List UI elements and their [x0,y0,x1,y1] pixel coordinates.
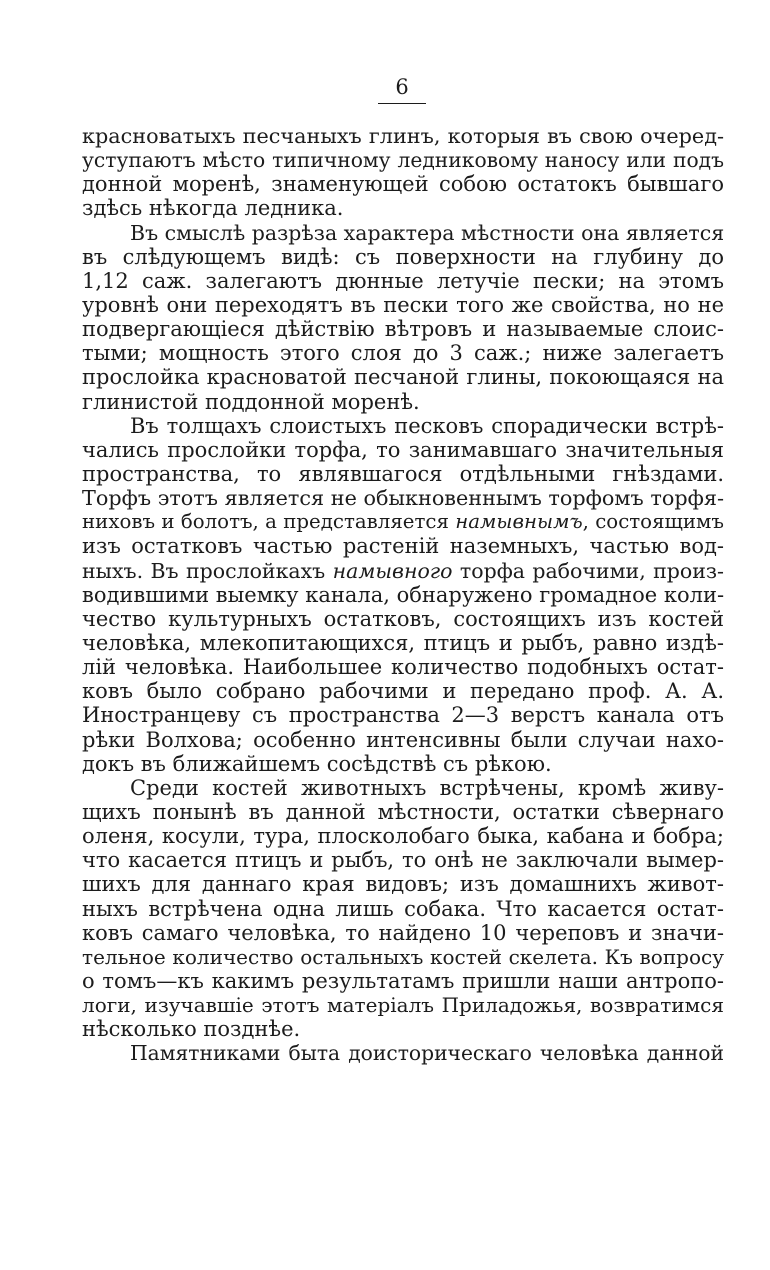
text-line: глинистой поддонной моренѣ. [82,389,420,414]
text-line: нѣсколько позднѣе. [82,1017,301,1042]
text-line: щихъ понынѣ въ данной мѣстности, остатки сѣвернаго [82,799,724,824]
text-line: шихъ для даннаго края видовъ; изъ домашнихъ живот- [82,872,724,897]
text-line: здѣсь нѣкогда ледника. [82,196,344,221]
text-line: ковъ самаго человѣка, то найдено 10 череповъ и значи- [82,920,724,945]
text-line: подвергающіеся дѣйствію вѣтровъ и называемые слоис- [82,317,724,342]
paragraph-1 [82,124,724,221]
paragraph-5 [82,1041,724,1065]
text-line: донной моренѣ, знаменующей собою остатокъ бывшаго [82,172,724,197]
text-line: Иностранцеву съ пространства 2—3 верстъ канала отъ [82,703,724,728]
text-line: прослойка красноватой песчаной глины, покоющаяся на [82,365,724,390]
text-line: изъ остатковъ частью растеній наземныхъ, частью вод- [82,534,724,559]
text-line: логи, изучавшіе этотъ матеріалъ Приладожья, возвратимся [82,993,724,1018]
text-line: лій человѣка. Наибольшее количество подобныхъ остат- [82,655,724,680]
text-line: въ слѣдующемъ видѣ: съ поверхности на глубину до [82,244,724,269]
text-line: Памятниками быта доисторическаго человѣка данной [130,1041,724,1066]
text-line: Въ смыслѣ разрѣза характера мѣстности она является [130,220,725,245]
text-line: тыми; мощность этого слоя до 3 саж.; ниже залегаетъ [82,341,724,366]
text-line: уступаютъ мѣсто типичному ледниковому наносу или подъ [82,148,724,173]
text-line: человѣка, млекопитающихся, птицъ и рыбъ, равно издѣ- [82,630,724,655]
text-line: докъ въ ближайшемъ сосѣдствѣ съ рѣкою. [82,751,552,776]
text-line-with-emphasis [82,559,724,583]
emphasized-word: намывного [332,558,453,583]
body-text [82,124,724,1065]
text-line: Въ толщахъ слоистыхъ песковъ спорадически встрѣ- [130,413,724,438]
text-run: , состоящимъ [582,510,724,534]
emphasized-word: намывнымъ [455,510,583,534]
text-line: красноватыхъ песчаныхъ глинъ, которыя въ свою очеред- [82,124,724,148]
text-run: торфа рабочими, произ- [452,558,724,583]
text-line-with-emphasis [82,510,724,534]
text-line: чество культурныхъ остатковъ, состоящихъ изъ костей [82,606,724,631]
text-line: рѣки Волхова; особенно интенсивны были случаи нахо- [82,727,724,752]
text-line: чались прослойки торфа, то занимавшаго значительныя [82,437,724,462]
text-run: ниховъ и болотъ, а представляется [82,510,449,534]
text-line: пространства, то являвшагося отдѣльными гнѣздами. [82,461,724,486]
text-line: ковъ было собрано рабочими и передано проф. А. А. [82,679,724,704]
text-line: тельное количество остальныхъ костей скелета. Къ вопросу [82,944,724,969]
text-run: ныхъ. Въ прослойкахъ [82,558,326,583]
text-line: водившими выемку канала, обнаружено громадное коли- [82,582,725,607]
text-line: 1,12 саж. залегаютъ дюнные летучіе пески; на этомъ [82,268,724,293]
paragraph-4 [82,776,724,1042]
text-line: оленя, косули, тура, плосколобаго быка, кабана и бобра; [82,824,724,849]
text-line: что касается птицъ и рыбъ, то онѣ не заключали вымер- [82,848,724,873]
text-line: Торфъ этотъ является не обыкновеннымъ торфомъ торфя- [82,486,724,511]
paragraph-3 [82,414,724,776]
page-number-underline [378,103,426,104]
text-line: уровнѣ они переходятъ въ пески того же свойства, но не [82,292,724,317]
page-number: 6 [395,75,409,99]
paragraph-2 [82,221,724,414]
text-line: Среди костей животныхъ встрѣчены, кромѣ живу- [130,775,724,800]
text-line: ныхъ встрѣчена одна лишь собака. Что касается остат- [82,896,724,921]
text-line: о томъ—къ какимъ результатамъ пришли наши антропо- [82,968,724,993]
